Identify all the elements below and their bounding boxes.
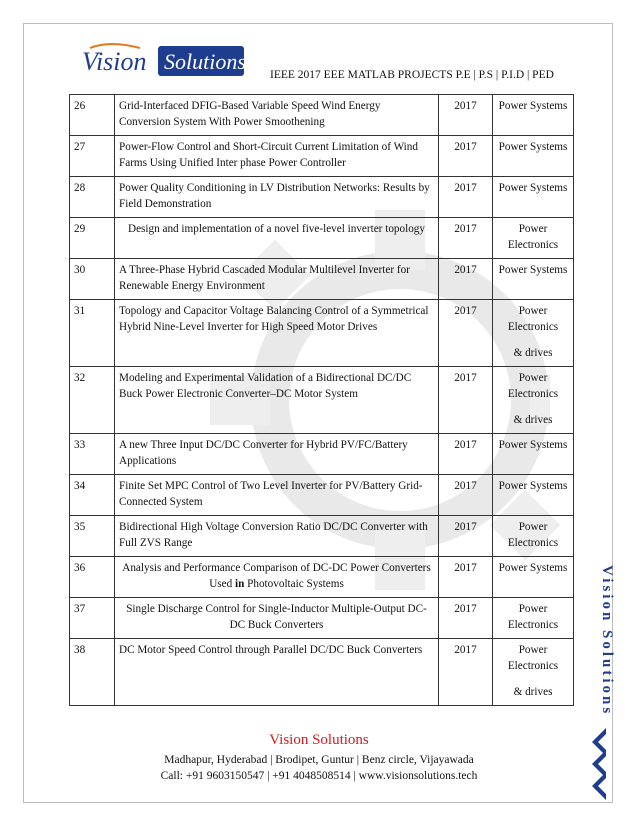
row-number: 36 xyxy=(70,557,115,598)
row-year: 2017 xyxy=(439,557,493,598)
footer-title: Vision Solutions xyxy=(269,732,369,748)
row-title: A Three-Phase Hybrid Cascaded Modular Multilevel Inverter for Renewable Energy Environment xyxy=(115,259,439,300)
row-number: 31 xyxy=(70,300,115,367)
row-title: Design and implementation of a novel five-level inverter topology xyxy=(115,218,439,259)
row-year: 2017 xyxy=(439,218,493,259)
row-title: Power Quality Conditioning in LV Distribution Networks: Results by Field Demonstration xyxy=(115,177,439,218)
table-row xyxy=(70,259,574,300)
row-title: DC Motor Speed Control through Parallel DC/DC Buck Converters xyxy=(115,639,439,706)
row-title: Finite Set MPC Control of Two Level Inverter for PV/Battery Grid- Connected System xyxy=(115,475,439,516)
row-title: Analysis and Performance Comparison of DC-DC Power Converters Used in Photovoltaic Systems xyxy=(115,557,439,598)
row-year: 2017 xyxy=(439,136,493,177)
table-row xyxy=(70,434,574,475)
row-number: 38 xyxy=(70,639,115,706)
row-number: 34 xyxy=(70,475,115,516)
table-row xyxy=(70,136,574,177)
table-row xyxy=(70,516,574,557)
row-category: Power Electronics & drives xyxy=(493,367,574,434)
row-number: 33 xyxy=(70,434,115,475)
row-number: 30 xyxy=(70,259,115,300)
table-row xyxy=(70,95,574,136)
row-category: Power Electronics xyxy=(493,516,574,557)
row-year: 2017 xyxy=(439,177,493,218)
footer-contact: Call: +91 9603150547 | +91 4048508514 | www.visionsolutions.tech xyxy=(160,770,478,782)
row-number: 28 xyxy=(70,177,115,218)
table-row xyxy=(70,475,574,516)
table-row xyxy=(70,177,574,218)
table-row xyxy=(70,218,574,259)
row-number: 32 xyxy=(70,367,115,434)
row-category: Power Electronics & drives xyxy=(493,639,574,706)
row-category: Power Electronics & drives xyxy=(493,300,574,367)
row-title: Bidirectional High Voltage Conversion Ratio DC/DC Converter with Full ZVS Range xyxy=(115,516,439,557)
row-category: Power Systems xyxy=(493,557,574,598)
row-year: 2017 xyxy=(439,95,493,136)
row-title: Single Discharge Control for Single-Inductor Multiple-Output DC-DC Buck Converters xyxy=(115,598,439,639)
row-category: Power Systems xyxy=(493,177,574,218)
row-year: 2017 xyxy=(439,516,493,557)
row-title: Modeling and Experimental Validation of a Bidirectional DC/DC Buck Power Electronic Converter–DC Motor System xyxy=(115,367,439,434)
row-title: A new Three Input DC/DC Converter for Hybrid PV/FC/Battery Applications xyxy=(115,434,439,475)
row-number: 27 xyxy=(70,136,115,177)
row-year: 2017 xyxy=(439,259,493,300)
row-number: 37 xyxy=(70,598,115,639)
table-row xyxy=(70,367,574,434)
row-title: Power-Flow Control and Short-Circuit Current Limitation of Wind Farms Using Unified Inter phase Power Controller xyxy=(115,136,439,177)
row-category: Power Systems xyxy=(493,259,574,300)
row-category: Power Systems xyxy=(493,136,574,177)
row-category: Power Electronics xyxy=(493,218,574,259)
table-row xyxy=(70,300,574,367)
row-year: 2017 xyxy=(439,639,493,706)
row-number: 29 xyxy=(70,218,115,259)
row-year: 2017 xyxy=(439,300,493,367)
row-category: Power Systems xyxy=(493,475,574,516)
header-title: IEEE 2017 EEE MATLAB PROJECTS P.E | P.S | P.I.D | PED xyxy=(270,69,554,81)
svg-text:Solutions: Solutions xyxy=(164,49,246,74)
row-category: Power Systems xyxy=(493,95,574,136)
row-number: 35 xyxy=(70,516,115,557)
row-year: 2017 xyxy=(439,598,493,639)
svg-text:Vision: Vision xyxy=(82,47,147,76)
table-row xyxy=(70,598,574,639)
row-year: 2017 xyxy=(439,475,493,516)
row-number: 26 xyxy=(70,95,115,136)
projects-table xyxy=(69,94,574,706)
row-title: Grid-Interfaced DFIG-Based Variable Speed Wind Energy Conversion System With Power Smoothening xyxy=(115,95,439,136)
vision-solutions-logo xyxy=(80,42,245,78)
row-year: 2017 xyxy=(439,434,493,475)
row-category: Power Electronics xyxy=(493,598,574,639)
table-row xyxy=(70,639,574,706)
row-year: 2017 xyxy=(439,367,493,434)
row-category: Power Systems xyxy=(493,434,574,475)
side-brand-text: Vision Solutions xyxy=(599,565,615,717)
table-row xyxy=(70,557,574,598)
footer-address: Madhapur, Hyderabad | Brodipet, Guntur | Benz circle, Vijayawada xyxy=(164,754,474,766)
row-title: Topology and Capacitor Voltage Balancing Control of a Symmetrical Hybrid Nine-Level Inverter for High Speed Motor Drives xyxy=(115,300,439,367)
